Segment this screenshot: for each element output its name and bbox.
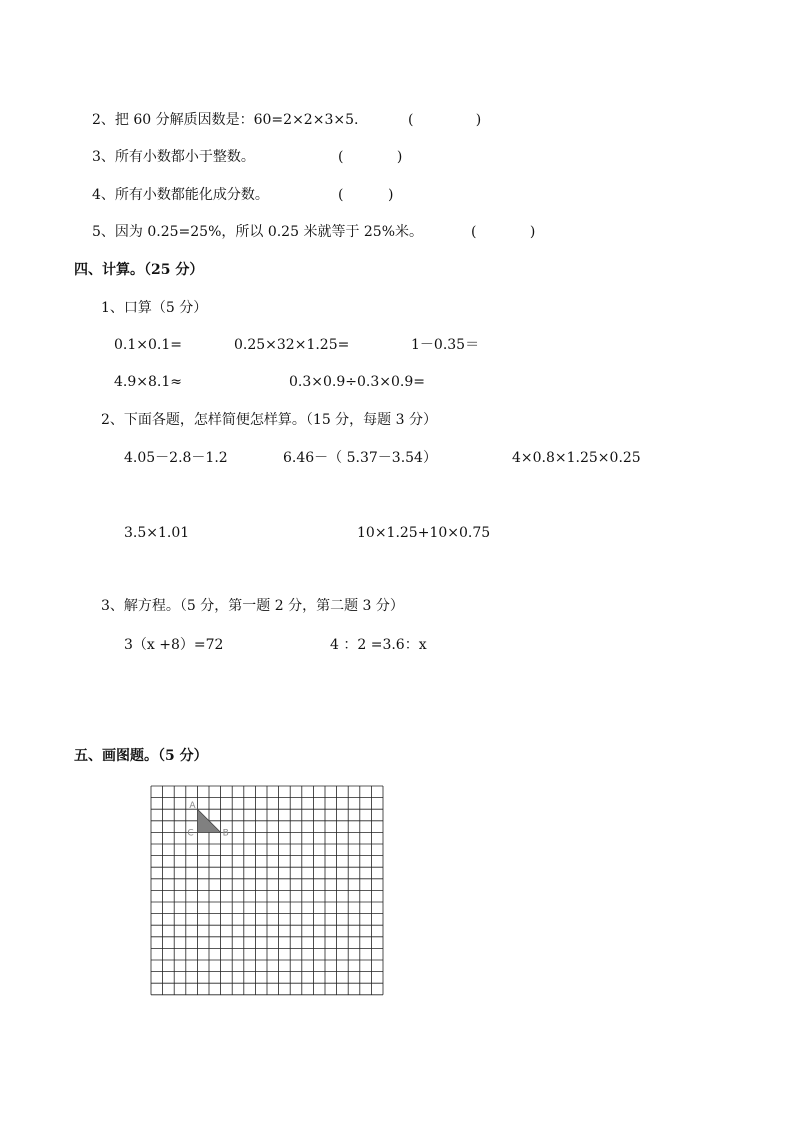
- judgment-item-3: [92, 148, 255, 166]
- simplify-problem: 4.05－2.8－1.2: [124, 450, 228, 466]
- judgment-item-5: [92, 223, 423, 241]
- oral-problem: 1－0.35＝: [411, 337, 480, 353]
- answer-paren[interactable]: ( ): [338, 187, 394, 203]
- vertex-label-a: A: [189, 801, 196, 812]
- section-4-title: 四、计算。（25 分）: [74, 262, 204, 278]
- equation-problem: 4 ：2 =3.6：x: [330, 637, 427, 653]
- answer-paren[interactable]: ( ): [338, 149, 403, 165]
- drawing-grid[interactable]: [150, 785, 384, 1000]
- judgment-text: 5、因为 0.25=25%，所以 0.25 米就等于 25%米。: [92, 224, 424, 240]
- grid-svg[interactable]: [150, 785, 384, 996]
- oral-problem: 0.1×0.1=: [114, 337, 182, 353]
- vertex-label-c: C: [187, 828, 194, 839]
- section-5-title: 五、画图题。（5 分）: [74, 748, 208, 764]
- oral-problem: 4.9×8.1≈: [114, 374, 182, 390]
- simplify-problem: 10×1.25+10×0.75: [357, 525, 491, 541]
- judgment-text: 3、所有小数都小于整数。: [92, 149, 255, 165]
- equation-problem: 3（x +8）=72: [124, 637, 224, 653]
- judgment-text: 2、把 60 分解质因数是：60=2×2×3×5.: [92, 112, 359, 128]
- simplify-problem: 3.5×1.01: [124, 525, 190, 541]
- simplify-problem: 4×0.8×1.25×0.25: [512, 450, 641, 466]
- judgment-text: 4、所有小数都能化成分数。: [92, 187, 269, 203]
- judgment-item-2: [92, 111, 358, 129]
- simplify-title: 2、下面各题，怎样简便怎样算。（15 分，每题 3 分）: [101, 412, 437, 428]
- vertex-label-b: B: [222, 828, 229, 839]
- answer-paren[interactable]: ( ): [471, 224, 536, 240]
- simplify-problem: 6.46－（ 5.37－3.54）: [283, 450, 437, 466]
- oral-problem: 0.25×32×1.25=: [234, 337, 350, 353]
- judgment-item-4: [92, 186, 269, 204]
- oral-problem: 0.3×0.9÷0.3×0.9=: [289, 374, 425, 390]
- oral-title: 1、口算（5 分）: [101, 300, 208, 316]
- answer-paren[interactable]: ( ): [408, 112, 482, 128]
- equation-title: 3、解方程。（5 分，第一题 2 分，第二题 3 分）: [101, 598, 404, 614]
